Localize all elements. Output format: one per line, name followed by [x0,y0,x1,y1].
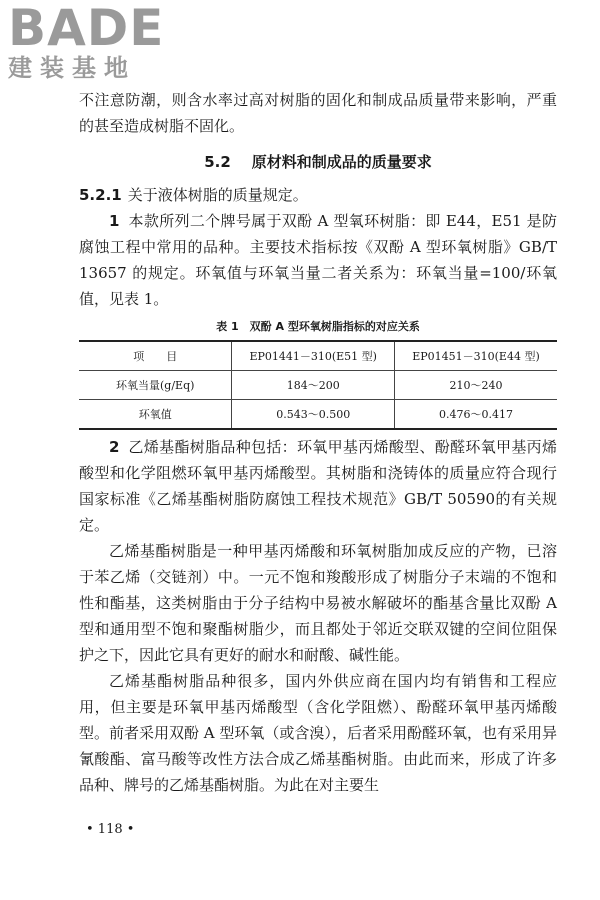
table-row [79,371,557,400]
item-1-number: 1 [109,212,120,230]
page-number: • 118 • [86,822,135,837]
item-2-text: 乙烯基酯树脂品种包括：环氧甲基丙烯酸型、酚醛环氧甲基丙烯酸型和化学阻燃环氧甲基丙烯酸型。其树脂和浇铸体的质量应符合现行国家标准《乙烯基酯树脂防腐蚀工程技术规范》GB/T 50590的有关规定。 [79,438,557,534]
table-cell: 环氧当量(g/Eq) [79,371,232,400]
table-cell: 210～240 [394,371,557,400]
paragraph-4: 乙烯基酯树脂品种很多，国内外供应商在国内均有销售和工程应用，但主要是环氧甲基丙烯酸型（含化学阻燃）、酚醛环氧甲基丙烯酸型。前者采用双酚 A 型环氧（或含溴），后者采用酚醛环氧，也有采用异氰酸酯、富马酸等改性方法合成乙烯基酯树脂。由此而来，形成了许多品种、牌号的乙烯基酯树脂。为此在对主要生 [79,672,557,794]
intro-paragraph: 不注意防潮，则含水率过高对树脂的固化和制成品质量带来影响，严重的甚至造成树脂不固化。 [79,91,557,135]
watermark-logo [8,2,164,82]
table-cell: 184～200 [232,371,395,400]
document-page [79,87,557,798]
table-header-cell: EP01441－310(E51 型) [232,341,395,371]
section-number: 5.2 [204,153,231,171]
table-header-cell: 项 目 [79,341,232,371]
spec-table [79,340,557,430]
clause-text: 关于液体树脂的质量规定。 [127,186,308,204]
table-caption: 表 1 双酚 A 型环氧树脂指标的对应关系 [216,320,420,333]
paragraph-3: 乙烯基酯树脂是一种甲基丙烯酸和环氧树脂加成反应的产物，已溶于苯乙烯（交链剂）中。一元不饱和羧酸形成了树脂分子末端的不饱和性和酯基，这类树脂由于分子结构中易被水解破坏的酯基含量比双酚 A 型和通用型不饱和聚酯树脂少，而且都处于邻近交联双键的空间位阻保护之下，因此它具有更好的耐水和耐酸、碱性能。 [79,542,557,664]
clause-number: 5.2.1 [79,186,122,204]
item-2-number: 2 [109,438,120,456]
item-2-paragraph [79,434,557,538]
item-1-text: 本款所列二个牌号属于双酚 A 型氧环树脂：即 E44，E51 是防腐蚀工程中常用的品种。主要技术指标按《双酚 A 型环氧树脂》GB/T 13657 的规定。环氧值与环氧当量二者关系为：环氧当量=100/环氧值，见表 1。 [79,212,557,308]
table-cell: 0.543～0.500 [232,400,395,430]
watermark-brand: BADE [8,0,165,57]
clause-paragraph [79,182,557,208]
watermark-subtitle: 建装基地 [8,54,136,82]
section-title: 原材料和制成品的质量要求 [251,153,432,171]
table-header-cell: EP01451－310(E44 型) [394,341,557,371]
table-row [79,400,557,430]
table-cell: 0.476～0.417 [394,400,557,430]
table-header-row [79,341,557,371]
table-cell: 环氧值 [79,400,232,430]
item-1-paragraph [79,208,557,312]
section-heading [79,151,557,172]
